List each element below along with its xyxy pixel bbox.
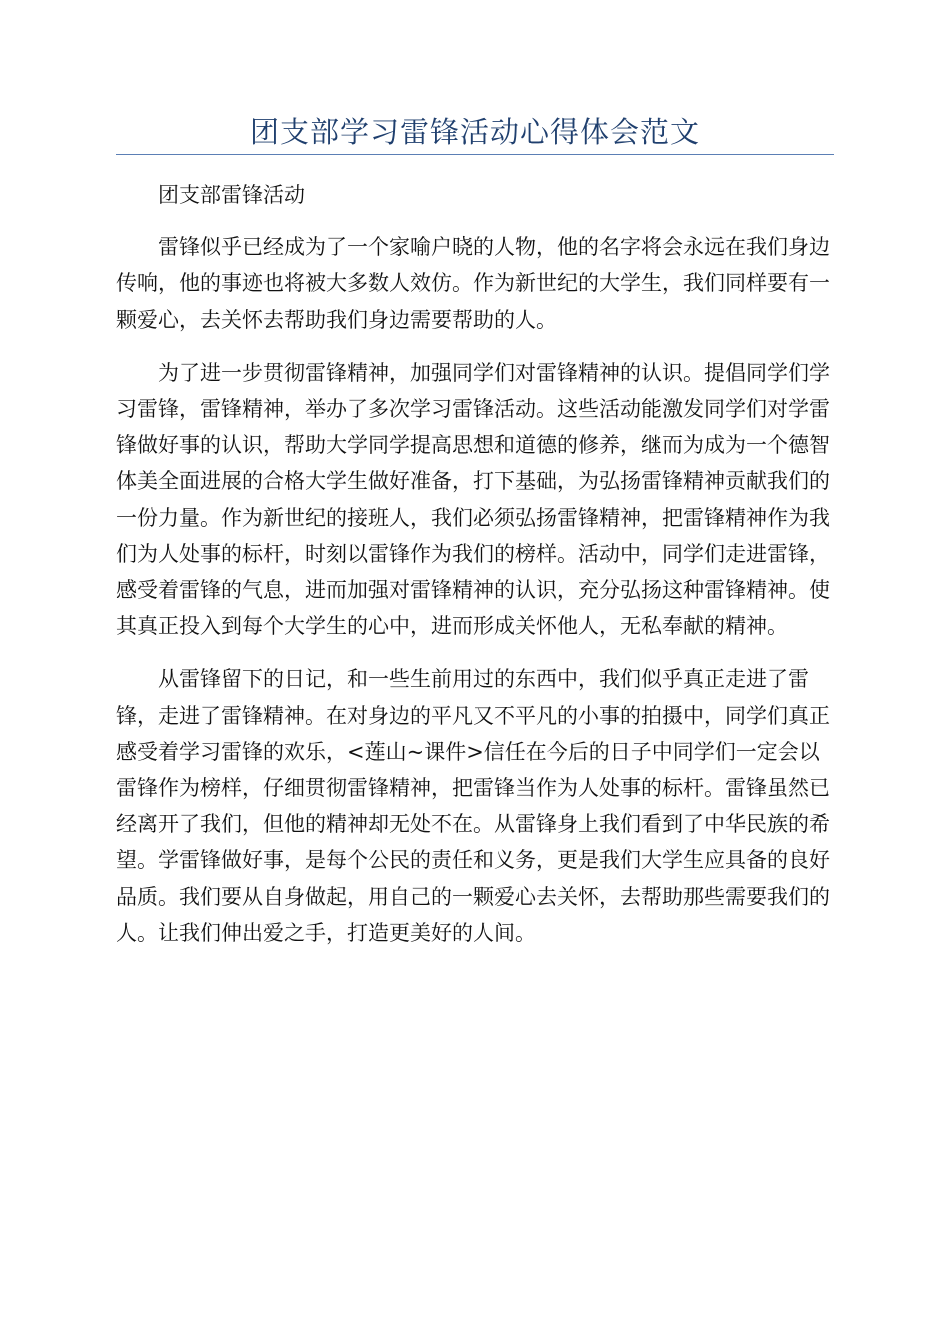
- document-body: [116, 177, 834, 951]
- title-underline: [116, 154, 834, 155]
- document-title: 团支部学习雷锋活动心得体会范文: [249, 115, 700, 149]
- section-heading: 团支部雷锋活动: [158, 183, 305, 207]
- paragraph-1: 雷锋似乎已经成为了一个家喻户晓的人物，他的名字将会永远在我们身边传响，他的事迹也将被大多数人效仿。作为新世纪的大学生，我们同样要有一颗爱心，去关怀去帮助我们身边需要帮助的人。: [116, 235, 830, 332]
- paragraph-2: 为了进一步贯彻雷锋精神，加强同学们对雷锋精神的认识。提倡同学们学习雷锋，雷锋精神，举办了多次学习雷锋活动。这些活动能激发同学们对学雷锋做好事的认识，帮助大学同学提高思想和道德的修养，继而为成为一个德智体美全面进展的合格大学生做好准备，打下基础，为弘扬雷锋精神贡献我们的一份力量。作为新世纪的接班人，我们必须弘扬雷锋精神，把雷锋精神作为我们为人处事的标杆，时刻以雷锋作为我们的榜样。活动中，同学们走进雷锋，感受着雷锋的气息，进而加强对雷锋精神的认识，充分弘扬这种雷锋精神。使其真正投入到每个大学生的心中，进而形成关怀他人，无私奉献的精神。: [116, 360, 830, 639]
- paragraph-3: 从雷锋留下的日记，和一些生前用过的东西中，我们似乎真正走进了雷锋，走进了雷锋精神。在对身边的平凡又不平凡的小事的拍摄中，同学们真正感受着学习雷锋的欢乐，<莲山~课件>信任在今后的日子中同学们一定会以雷锋作为榜样，仔细贯彻雷锋精神，把雷锋当作为人处事的标杆。雷锋虽然已经离开了我们，但他的精神却无处不在。从雷锋身上我们看到了中华民族的希望。学雷锋做好事，是每个公民的责任和义务，更是我们大学生应具备的良好品质。我们要从自身做起，用自己的一颗爱心去关怀，去帮助那些需要我们的人。让我们伸出爱之手，打造更美好的人间。: [116, 667, 830, 945]
